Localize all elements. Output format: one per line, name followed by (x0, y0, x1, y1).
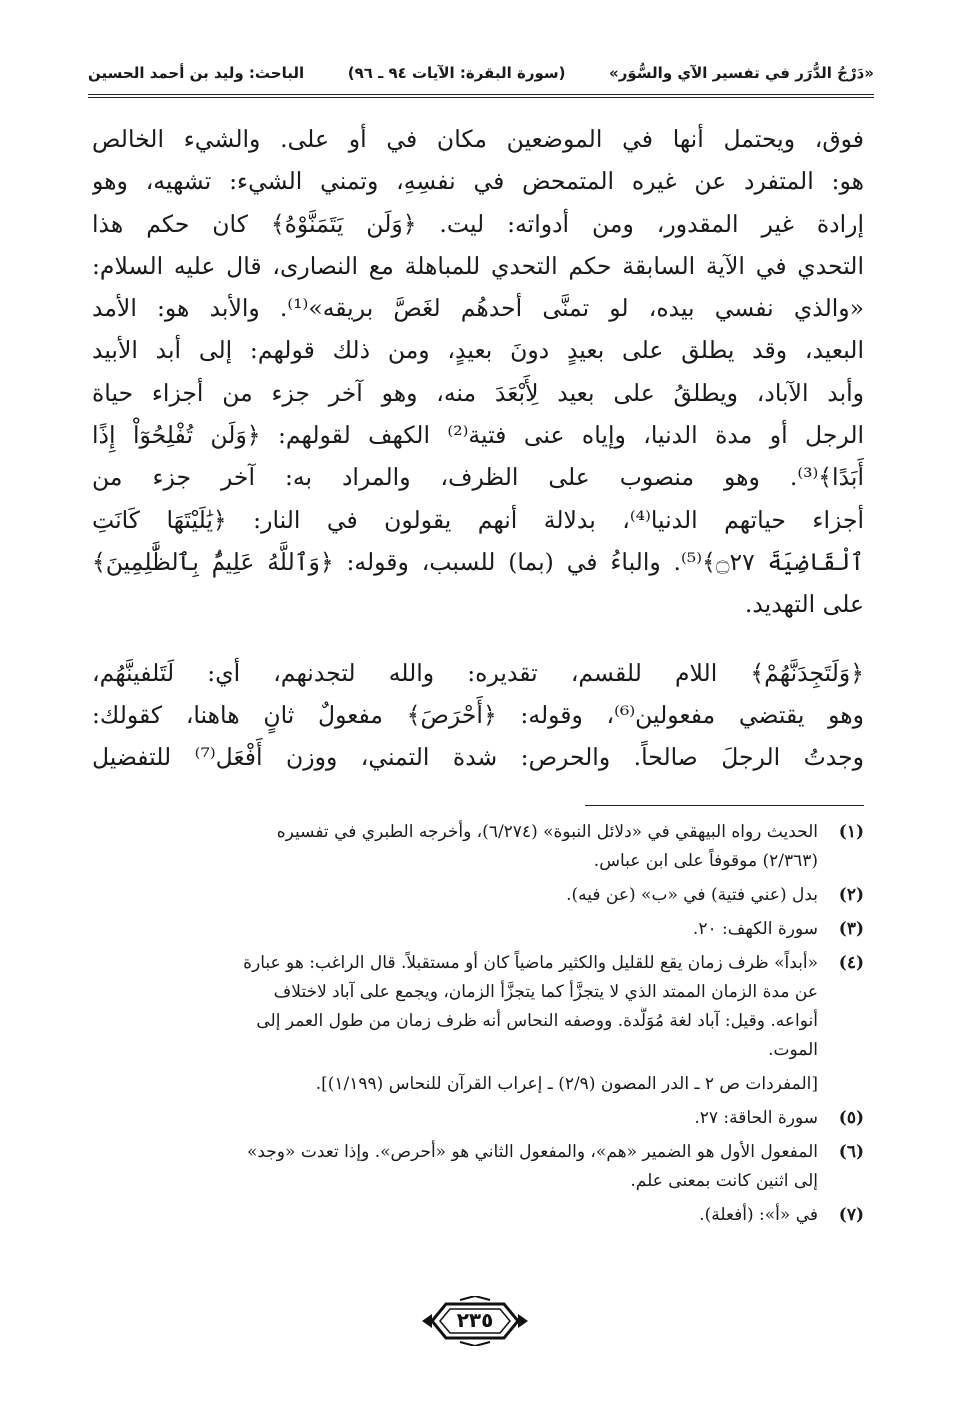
footnote-number: (٤) (838, 953, 864, 973)
footnote-line: الموت. (768, 1040, 818, 1060)
footnote-line: أنواعه. وقيل: آباد لغة مُوَلَّدة. ووصفه النحاس أنه ظرف زمان من طول العمر إلى (256, 1011, 818, 1031)
text-line: البعيد، وقد يطلق على بعيدٍ دونَ بعيدٍ، ومن ذلك قولهم: إلى أبد الأبيد (92, 336, 864, 365)
running-header (88, 58, 874, 88)
footnote-line: عن مدة الزمان الممتد الذي لا يتجزَّأ كما يتجزَّأ الزمان، ويجمع على آباد لاختلاف (273, 982, 818, 1002)
footnote-number (818, 1070, 864, 1099)
footnote-1 (92, 818, 864, 876)
text-line: وجدتُ الرجلَ صالحاً. والحرص: شدة التمني، ووزن أَفْعَل⁽⁷⁾ للتفضيل (92, 743, 864, 772)
footnote-line: بدل (عني فتية) في «ب» (عن فيه). (566, 885, 818, 905)
footnote-5 (92, 1104, 864, 1133)
text-line: التحدي في الآية السابقة حكم التحدي للمباهلة مع النصارى، قال عليه السلام: (92, 251, 864, 280)
footnote-line: «أبداً» ظرف زمان يقع للقليل والكثير ماضياً كان أو مستقبلاً. قال الراغب: هو عبارة (243, 953, 818, 973)
footnote-line: [المفردات ص ٢ ـ الدر المصون (٢/٩) ـ إعراب القرآن للنحاس (١/١٩٩)]. (315, 1074, 818, 1094)
footnote-2 (92, 881, 864, 910)
footnote-line: سورة الكهف: ٢٠. (692, 919, 818, 939)
footnote-line: (٢/٣٦٣) موقوفاً على ابن عباس. (593, 851, 818, 871)
page-number: ٢٣٥ (456, 1308, 494, 1332)
paragraph-2 (92, 652, 864, 779)
footnote-number: (٢) (838, 885, 864, 905)
book-title: «دَرْجُ الدُّرَر في تفسير الآي والسُّوَر» (609, 64, 874, 82)
text-line: وهو يقتضي مفعولين⁽⁶⁾، وقوله: ﴿أَحْرَصَ﴾ مفعولٌ ثانٍ هاهنا، كقولك: (92, 700, 864, 729)
text-line: إرادة غير المقدور، ومن أدواته: ليت. ﴿وَلَن يَتَمَنَّوْهُ﴾ كان حكم هذا (92, 209, 864, 238)
text-line: ٱلْقَاضِيَةَ ۝٢٧﴾⁽⁵⁾. والباءُ في (بما) للسبب، وقوله: ﴿وَٱللَّهُ عَلِيمٌۢ بِٱلظَّٰلِمِينَ﴾ (92, 547, 864, 576)
text-line: ﴿وَلَتَجِدَنَّهُمْ﴾ اللام للقسم، تقديره: والله لتجدنهم، أي: لَتَلفينَّهُم، (92, 658, 864, 687)
header-rule (88, 94, 874, 98)
author-name: الباحث: وليد بن أحمد الحسين (88, 64, 305, 82)
section-title: (سورة البقرة: الآيات ٩٤ ـ ٩٦) (347, 64, 566, 82)
footnote-line: في «أ»: (أفعلة). (699, 1205, 818, 1225)
footnote-number: (٦) (838, 1142, 864, 1162)
text-line: أَبَدًا﴾⁽³⁾. وهو منصوب على الظرف، والمراد به: آخر جزء من (92, 463, 864, 492)
page-number-badge (420, 1296, 530, 1346)
text-line: هو: المتفرد عن غيره المتمحض في نفسِهِ، وتمني الشيء: تشهيه، وهو (92, 167, 864, 196)
footnotes (92, 818, 864, 1235)
footnote-line: إلى اثنين كانت بمعنى علم. (630, 1171, 818, 1191)
footnote-4 (92, 949, 864, 1065)
footnote-4-sources (92, 1070, 864, 1099)
footnote-number: (١) (838, 822, 864, 842)
text-line: الرجل أو مدة الدنيا، وإياه عنى فتية⁽²⁾ الكهف لقولهم: ﴿وَلَن تُفْلِحُوٓاْ إِذًا (92, 421, 864, 450)
text-line: على التهديد. (744, 590, 864, 619)
text-line: وأبد الآباد، ويطلقُ على بعيد لِأَبْعَدَ منه، وهو آخر جزء من أجزاء حياة (92, 378, 864, 407)
text-line: «والذي نفسي بيده، لو تمنَّى أحدهُم لغَصَّ بريقه»⁽¹⁾. والأبد هو: الأمد (92, 294, 864, 323)
footnote-rule (585, 805, 864, 806)
footnote-line: المفعول الأول هو الضمير «هم»، والمفعول الثاني هو «أحرص». وإذا تعدت «وجد» (246, 1142, 818, 1162)
text-line: فوق، ويحتمل أنها في الموضعين مكان في أو على. والشيء الخالص (92, 125, 864, 153)
paragraph-1 (92, 118, 864, 626)
footnote-6 (92, 1138, 864, 1196)
footnote-number: (٥) (838, 1108, 864, 1128)
footnote-7 (92, 1201, 864, 1230)
footnote-number: (٧) (838, 1205, 864, 1225)
footnote-number: (٣) (838, 919, 864, 939)
main-text (92, 118, 864, 778)
text-line: أجزاء حياتهم الدنيا⁽⁴⁾، بدلالة أنهم يقولون في النار: ﴿يَٰلَيْتَهَا كَانَتِ (92, 505, 864, 534)
footnote-line: سورة الحاقة: ٢٧. (694, 1108, 818, 1128)
footnote-line: الحديث رواه البيهقي في «دلائل النبوة» (٦/٢٧٤)، وأخرجه الطبري في تفسيره (276, 822, 818, 842)
footnote-3 (92, 915, 864, 944)
